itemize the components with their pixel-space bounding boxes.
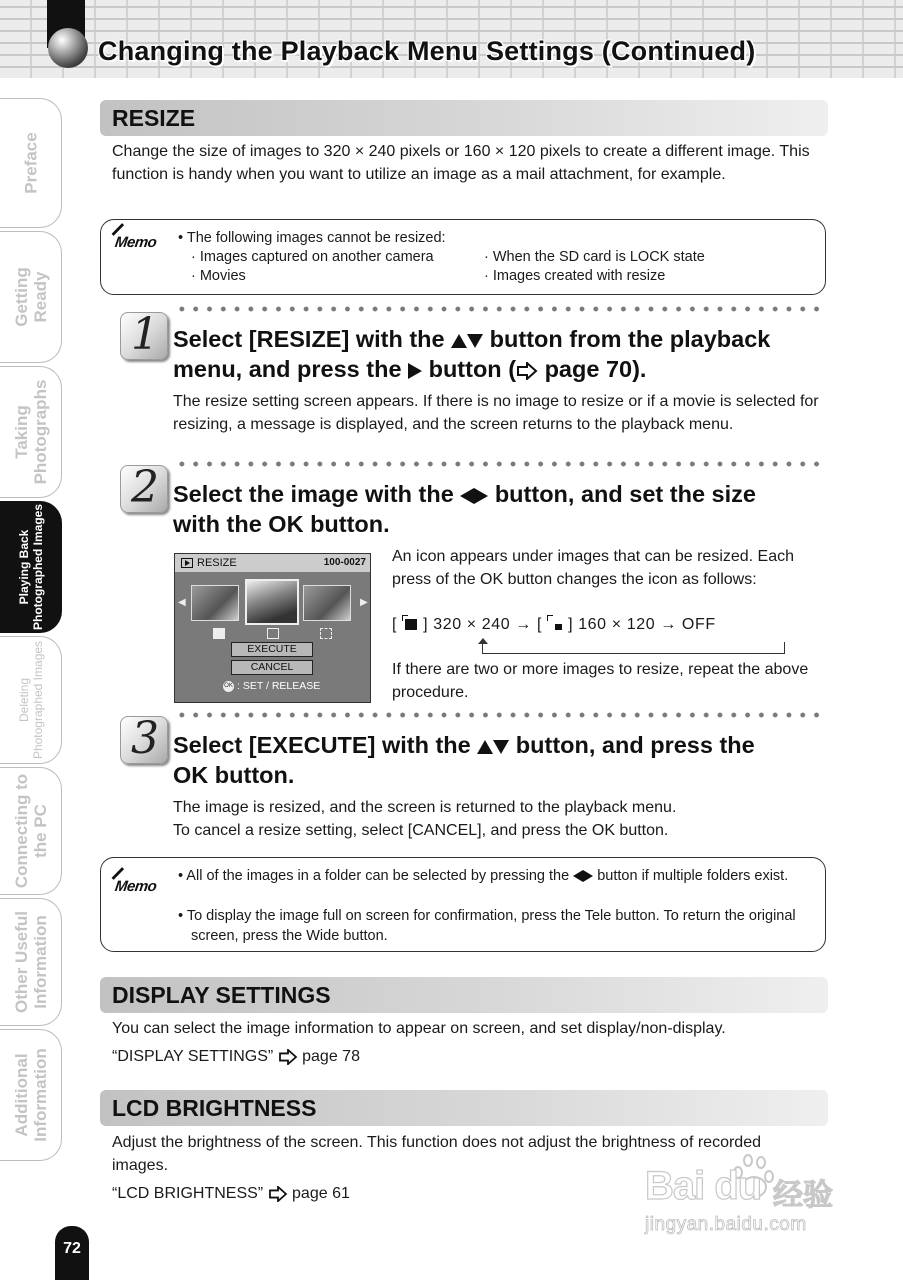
down-arrow-icon — [493, 740, 509, 754]
text: button if multiple folders exist. — [597, 868, 789, 884]
step-number-3 — [120, 713, 168, 764]
tab-label: Taking Photographs — [11, 379, 50, 485]
cycle-return-line — [482, 642, 785, 654]
tab-label: Additional Information — [11, 1048, 50, 1142]
left-arrow-icon — [573, 870, 583, 882]
page-reference-icon — [516, 362, 538, 380]
dotted-divider — [175, 712, 825, 718]
baidu-watermark — [643, 1152, 863, 1242]
resize-icons-row — [175, 628, 371, 642]
right-arrow-icon — [408, 363, 422, 379]
up-arrow-icon — [451, 334, 467, 348]
text: Select [EXECUTE] with the — [173, 732, 471, 758]
tab-other-useful[interactable] — [0, 898, 62, 1026]
cancel-button[interactable]: CANCEL — [231, 660, 313, 675]
tab-label: Connecting to the PC — [11, 773, 50, 889]
text: “LCD BRIGHTNESS” — [112, 1185, 264, 1202]
text: button from the playback — [489, 326, 771, 352]
section-header-resize — [100, 100, 828, 136]
text: button, and set the size — [494, 481, 756, 507]
screen-title-bar — [175, 554, 371, 572]
dotted-divider — [175, 461, 825, 467]
memo-item — [178, 867, 818, 887]
size-160-icon — [547, 615, 563, 631]
dotted-divider — [175, 306, 825, 312]
camera-resize-screen — [174, 553, 371, 703]
left-arrow-icon: ◀ — [178, 597, 186, 608]
text: 160 × 120 → OFF — [578, 616, 716, 633]
left-arrow-icon — [460, 488, 474, 504]
page-link[interactable]: page 78 — [302, 1048, 360, 1065]
step-1-heading — [173, 324, 823, 384]
text: OK button. — [173, 762, 295, 788]
screen-footer — [223, 680, 320, 692]
right-arrow-icon — [474, 488, 488, 504]
step-2-heading — [173, 479, 823, 539]
tab-deleting[interactable] — [0, 636, 62, 764]
display-settings-body: You can select the image information to appear on screen, and set display/non-display. — [112, 1020, 726, 1037]
tab-label: Getting Ready — [11, 267, 50, 327]
page-number: 72 — [55, 1226, 89, 1280]
memo-heading: • The following images cannot be resized: — [178, 230, 446, 246]
tab-taking-photographs[interactable] — [0, 366, 62, 498]
text: Select the image with the — [173, 481, 454, 507]
resize-half-icon — [267, 628, 279, 639]
page-reference-icon — [268, 1186, 288, 1202]
step-1-body: The resize setting screen appears. If there is no image to resize or if a movie is selected for resizing, a message is displayed, and the screen returns to the playback menu. — [173, 393, 819, 433]
section-header-lcd-brightness — [100, 1090, 828, 1126]
thumbnail[interactable] — [303, 585, 351, 621]
memo-item: · Images created with resize — [484, 268, 666, 284]
step-3-body: The image is resized, and the screen is returned to the playback menu. — [173, 799, 677, 816]
thumbnail-strip — [175, 579, 371, 627]
step-2-body-2: If there are two or more images to resize, repeat the above procedure. — [392, 661, 809, 701]
memo-box-tips — [100, 857, 826, 952]
text: button, and press the — [515, 732, 755, 758]
resize-corner-icon — [320, 628, 332, 639]
step-number: 1 — [131, 309, 159, 360]
step-2-body: An icon appears under images that can be resized. Each press of the OK button changes the icon as follows: — [392, 548, 795, 588]
size-320-icon — [402, 615, 418, 631]
tab-label: Deleting Photographed Images — [16, 640, 45, 760]
sphere-icon — [48, 28, 88, 68]
tab-getting-ready[interactable] — [0, 231, 62, 363]
watermark-chinese: 经验 — [773, 1179, 833, 1212]
tab-preface[interactable] — [0, 98, 62, 228]
watermark-url: jingyan.baidu.com — [645, 1214, 807, 1235]
memo-icon: Memo — [113, 234, 158, 251]
size-cycle: [ ] 320 × 240 → [ ] 160 × 120 → OFF — [392, 616, 716, 633]
page-title: Changing the Playback Menu Settings (Continued) — [98, 36, 756, 66]
resize-intro: Change the size of images to 320 × 240 pixels or 160 × 120 pixels to create a different image. This function is handy when you want to utilize an image as a mail attachment, for example. — [112, 143, 810, 183]
right-arrow-icon: ▶ — [360, 597, 368, 608]
memo-icon: Memo — [113, 878, 158, 895]
step-3-heading — [173, 730, 823, 790]
step-number: 3 — [131, 713, 159, 764]
section-title: DISPLAY SETTINGS — [112, 982, 331, 1008]
section-header-display-settings — [100, 977, 828, 1013]
text: Select [RESIZE] with the — [173, 326, 445, 352]
footer-text: : SET / RELEASE — [237, 680, 321, 692]
text: 320 × 240 → — [433, 616, 532, 633]
memo-item: · Movies — [191, 268, 246, 284]
tab-playing-back[interactable] — [0, 501, 62, 633]
text: page 70). — [544, 356, 647, 382]
page-link[interactable]: page 61 — [292, 1185, 350, 1202]
step-3-body-2: To cancel a resize setting, select [CANCEL], and press the OK button. — [173, 822, 669, 839]
text: • All of the images in a folder can be selected by pressing the — [178, 868, 570, 884]
execute-button[interactable]: EXECUTE — [231, 642, 313, 657]
thumbnail[interactable] — [191, 585, 239, 621]
up-arrow-icon — [477, 740, 493, 754]
section-title: RESIZE — [112, 105, 196, 131]
tab-label: Other Useful Information — [11, 910, 50, 1014]
text: with the OK button. — [173, 511, 390, 537]
text: button ( — [428, 356, 517, 382]
file-counter: 100-0027 — [323, 557, 366, 568]
memo-item: • To display the image full on screen for confirmation, press the Tele button. To return the original screen, press the Wide button. — [178, 908, 796, 944]
watermark-brand: Bai du — [645, 1164, 762, 1208]
memo-box-resize — [100, 219, 826, 295]
step-number-2 — [120, 462, 168, 513]
memo-item: · When the SD card is LOCK state — [484, 249, 705, 265]
down-arrow-icon — [467, 334, 483, 348]
right-arrow-icon — [583, 870, 593, 882]
text: menu, and press the — [173, 356, 402, 382]
lcd-brightness-body: Adjust the brightness of the screen. This function does not adjust the brightness of recorded images. — [112, 1134, 761, 1174]
ok-button-icon: OK — [223, 681, 234, 692]
tab-label: Preface — [21, 132, 40, 194]
step-number-1 — [120, 309, 168, 360]
page-reference-icon — [278, 1049, 298, 1065]
tab-connecting-pc[interactable] — [0, 767, 62, 895]
tab-additional[interactable] — [0, 1029, 62, 1161]
memo-item: · Images captured on another camera — [191, 249, 434, 265]
resize-full-icon — [213, 628, 225, 639]
screen-title: RESIZE — [197, 557, 237, 569]
display-settings-ref — [112, 1046, 824, 1069]
playback-icon — [181, 558, 193, 568]
section-title: LCD BRIGHTNESS — [112, 1095, 317, 1121]
step-number: 2 — [131, 462, 159, 513]
thumbnail-selected[interactable] — [245, 579, 299, 625]
text: “DISPLAY SETTINGS” — [112, 1048, 274, 1065]
tab-label: Playing Back Photographed Images — [16, 503, 45, 631]
